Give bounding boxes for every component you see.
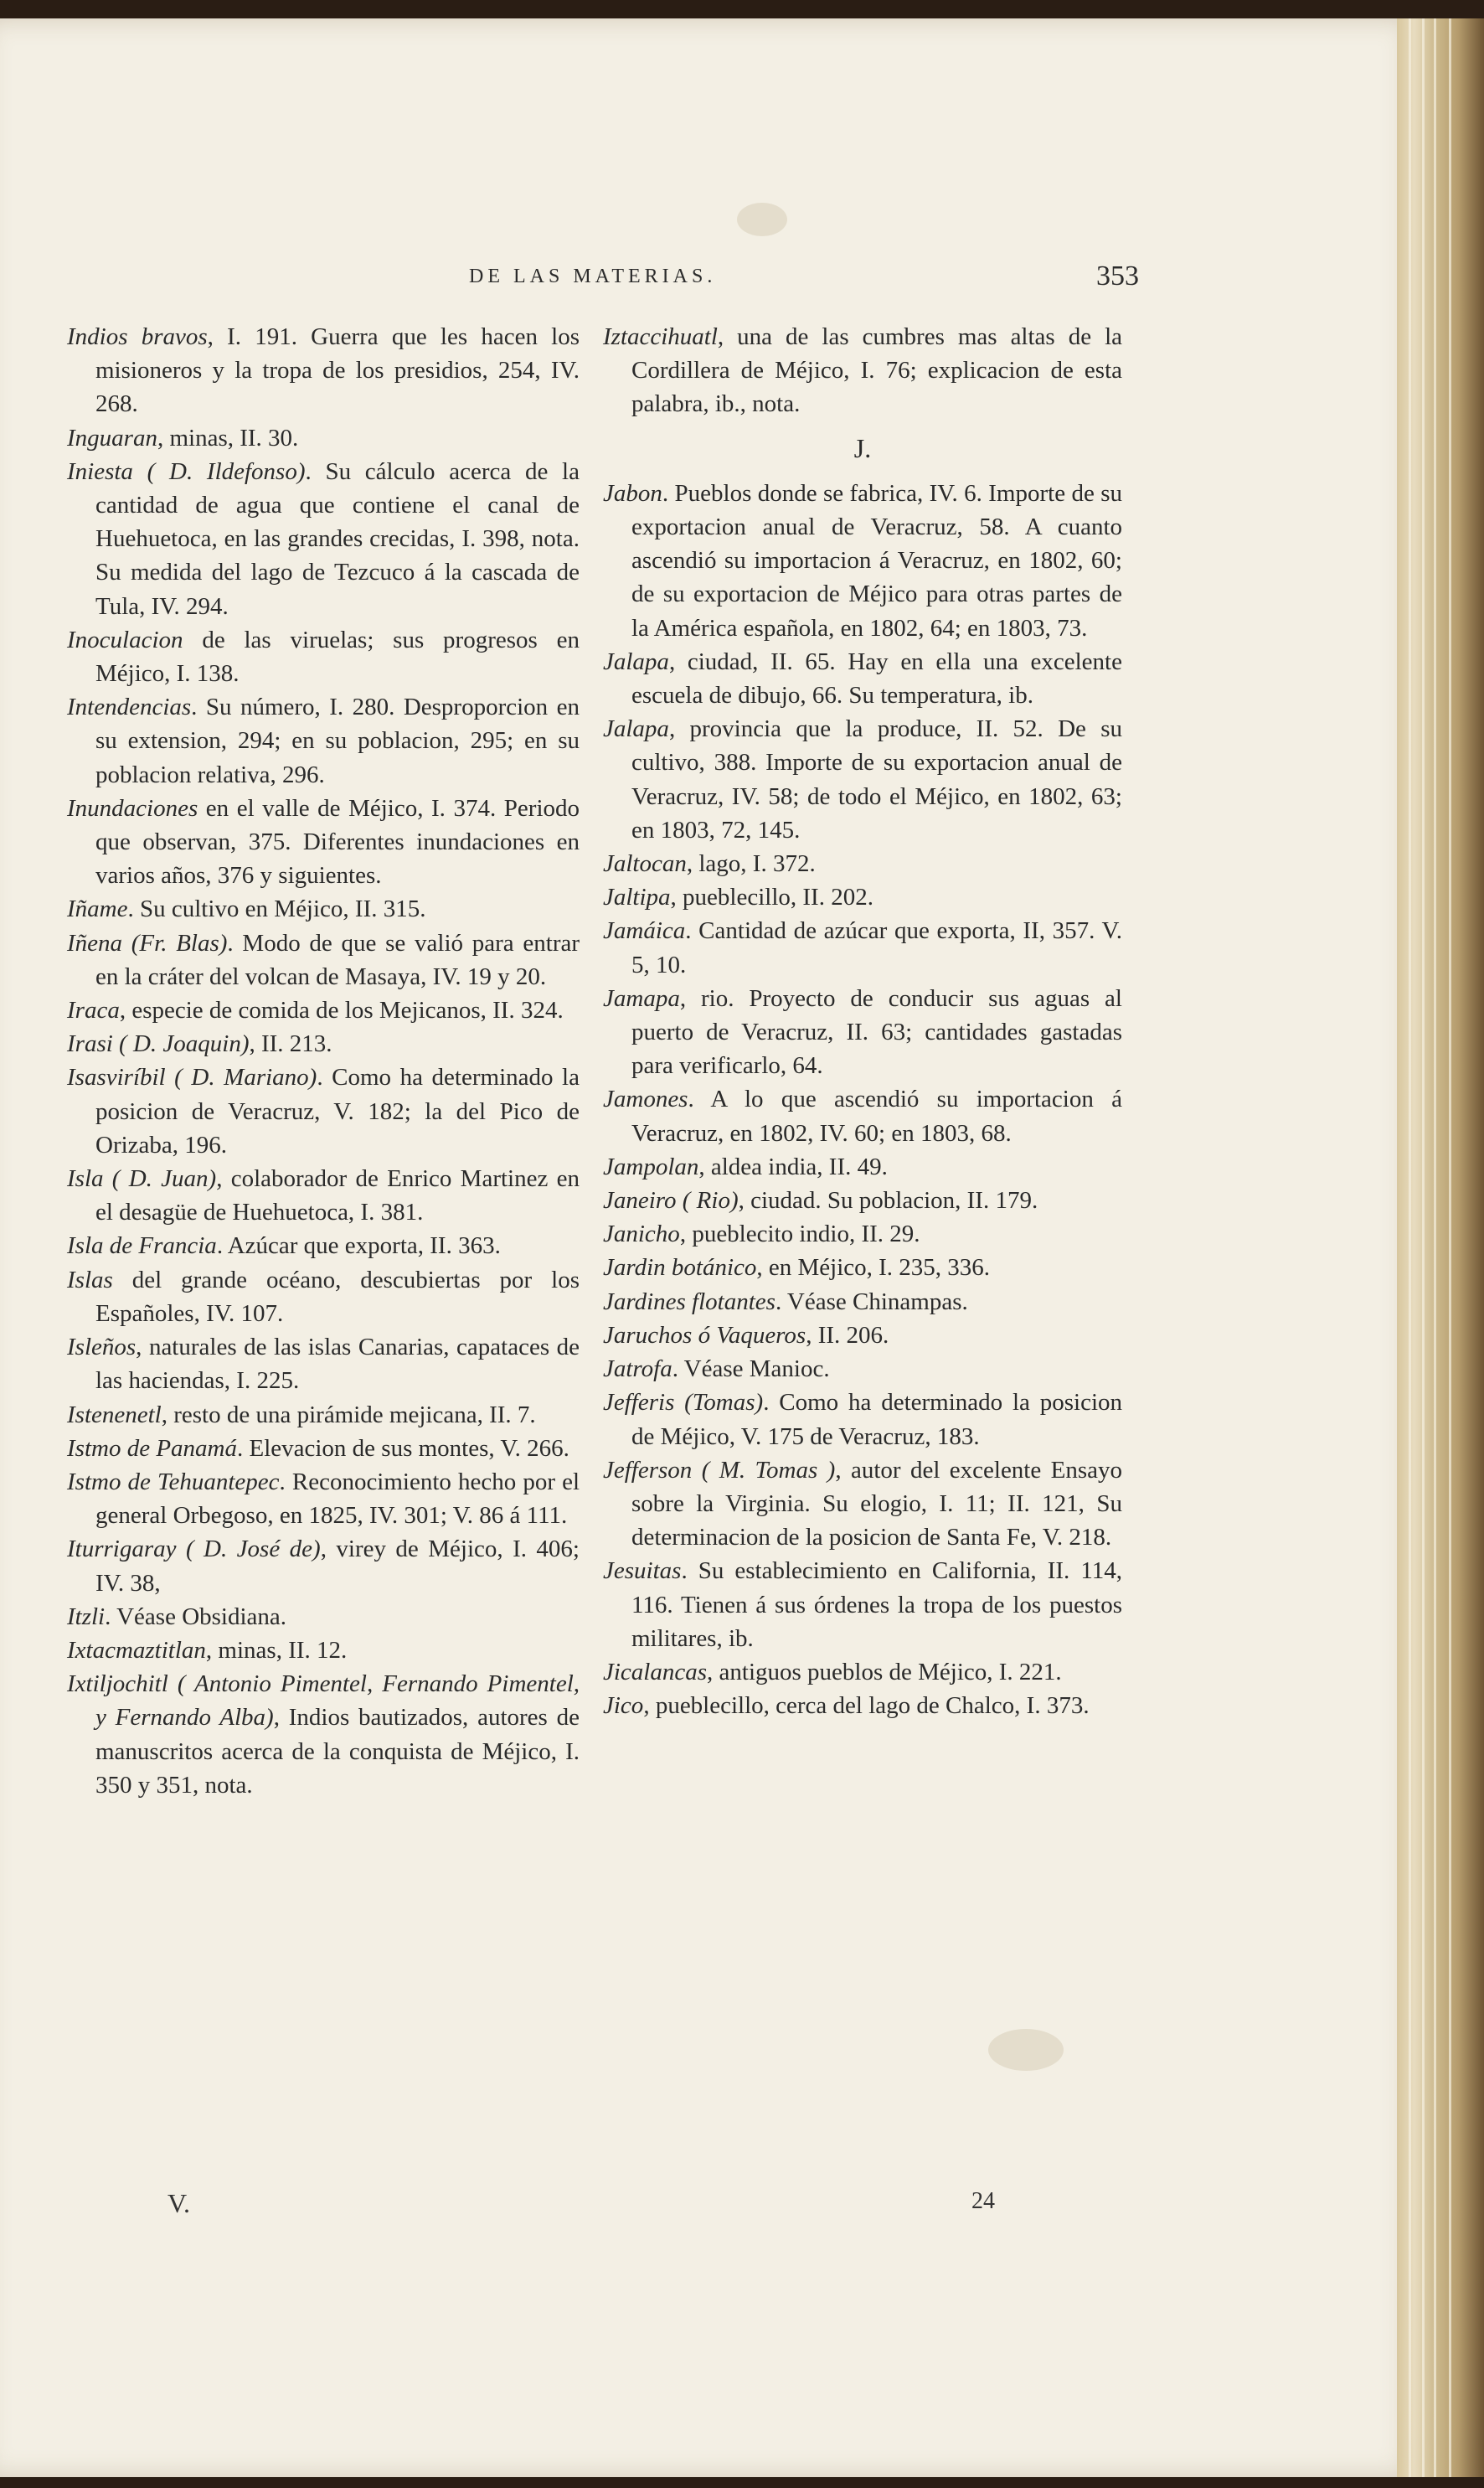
entry-heading: Jardines flotantes — [603, 1288, 775, 1315]
index-entry — [603, 712, 1122, 847]
index-entry — [603, 1319, 1122, 1352]
entry-text: . Véase Obsidiana. — [105, 1603, 287, 1630]
entry-text: , I. 191. Guerra que les hacen los misioneros y la tropa de los presidios, 254, IV. 268. — [95, 323, 580, 418]
entry-text: , en Méjico, I. 235, 336. — [756, 1254, 991, 1282]
index-entry — [67, 1667, 580, 1802]
index-entry — [67, 1634, 580, 1667]
index-entry — [603, 1453, 1122, 1555]
entry-text: , una de las cumbres mas altas de la Cordillera de Méjico, I. 76; explicacion de esta palabra, ib., nota. — [631, 323, 1122, 418]
entry-heading: Jardin botánico — [603, 1254, 757, 1282]
index-entry — [67, 421, 580, 455]
index-entry — [67, 927, 580, 994]
entry-text: . Modo de que se valió para entrar en la cráter del volcan de Masaya, IV. 19 y 20. — [95, 929, 580, 990]
entry-text: . A lo que ascendió su importacion á Veracruz, en 1802, IV. 60; en 1803, 68. — [631, 1086, 1122, 1147]
volume-mark: V. — [167, 2188, 190, 2218]
entry-heading: Jamapa — [603, 984, 680, 1012]
entry-heading: Jatrofa — [603, 1355, 672, 1383]
entry-text: . Reconocimiento hecho por el general Orbegoso, en 1825, IV. 301; V. 86 á 111. — [95, 1468, 580, 1530]
entry-text: . Pueblos donde se fabrica, IV. 6. Importe de su exportacion anual de Veracruz, 58. A cuanto ascendió su importacion á Veracruz, en 1802, 60; de su exportacion de Méjico para otras partes de la América española, en 1802, 64; en 1803, 73. — [631, 479, 1122, 642]
entry-heading: Iturrigaray ( D. José de) — [67, 1536, 321, 1563]
index-entry — [67, 320, 580, 421]
entry-heading: Iñena (Fr. Blas) — [67, 929, 228, 957]
entry-heading: Ixtiljochitl ( Antonio Pimentel, Fernando Pimentel, y Fernando Alba) — [67, 1670, 580, 1732]
index-entry — [603, 1285, 1122, 1319]
entry-heading: Inguaran — [67, 424, 157, 452]
entry-heading: Jaltipa — [603, 884, 671, 911]
index-entry — [603, 1217, 1122, 1251]
entry-text: , minas, II. 12. — [205, 1636, 348, 1664]
entry-heading: Jampolan — [603, 1153, 699, 1180]
index-entry — [603, 645, 1122, 712]
entry-heading: Jesuitas — [603, 1557, 682, 1585]
book-page — [0, 18, 1424, 2477]
index-entry — [603, 1689, 1122, 1722]
entry-text: , provincia que la produce, II. 52. De su cultivo, 388. Importe de su exportacion anual de Veracruz, IV. 58; de todo el Méjico, en 1802, 63; en 1803, 72, 145. — [631, 715, 1122, 844]
entry-heading: Iraca — [67, 997, 120, 1025]
entry-text: . Véase Manioc. — [672, 1355, 830, 1383]
index-entry — [603, 1352, 1122, 1386]
entry-heading: Jamáica — [603, 917, 686, 945]
entry-text: , pueblecito indio, II. 29. — [679, 1221, 920, 1248]
entry-text: , pueblecillo, cerca del lago de Chalco, I. 373. — [643, 1692, 1090, 1720]
entry-heading: Janicho — [603, 1221, 680, 1248]
entry-text: del grande océano, descubiertas por los Españoles, IV. 107. — [95, 1266, 580, 1327]
running-head-title: DE LAS MATERIAS. — [469, 266, 717, 287]
entry-heading: Isleños — [67, 1334, 137, 1361]
entry-heading: Irasi ( D. Joaquin) — [67, 1030, 250, 1058]
entry-heading: Jalapa — [603, 648, 669, 675]
entry-text: , ciudad. Su poblacion, II. 179. — [738, 1187, 1038, 1215]
entry-text: . Véase Chinampas. — [775, 1288, 968, 1315]
index-entry — [67, 1532, 580, 1599]
entry-text: , rio. Proyecto de conducir sus aguas al puerto de Veracruz, II. 63; cantidades gastadas para verificarlo, 64. — [631, 984, 1122, 1080]
index-entry — [67, 892, 580, 926]
entry-heading: Jamones — [603, 1086, 688, 1113]
index-entry — [603, 1386, 1122, 1453]
entry-heading: Istmo de Panamá — [67, 1434, 237, 1462]
entry-text: . Cantidad de azúcar que exporta, II, 357. V. 5, 10. — [631, 917, 1122, 978]
signature-mark: 24 — [971, 2188, 995, 2214]
entry-heading: Jalapa — [603, 715, 669, 743]
entry-text: , pueblecillo, II. 202. — [670, 884, 873, 911]
index-entry — [603, 847, 1122, 880]
entry-heading: Indios bravos — [67, 323, 208, 350]
index-entry — [67, 1398, 580, 1432]
index-entry — [67, 994, 580, 1027]
entry-text: . Su cálculo acerca de la cantidad de agua que contiene el canal de Huehuetoca, en las grandes crecidas, I. 398, nota. Su medida del lago de Tezcuco á la cascada de Tula, IV. 294. — [95, 457, 580, 620]
entry-text: . Como ha determinado la posicion de Méjico, V. 175 de Veracruz, 183. — [631, 1389, 1122, 1450]
entry-text: , ciudad, II. 65. Hay en ella una excelente escuela de dibujo, 66. Su temperatura, ib. — [631, 648, 1122, 710]
entry-text: , resto de una pirámide mejicana, II. 7. — [161, 1401, 536, 1428]
index-entry — [603, 982, 1122, 1083]
index-entry — [67, 1263, 580, 1330]
index-entry — [603, 914, 1122, 981]
index-entry — [67, 455, 580, 623]
index-column-right — [603, 320, 1122, 1722]
index-entry — [603, 1082, 1122, 1149]
index-entry — [67, 1162, 580, 1229]
entry-text: . Su establecimiento en California, II. 114, 116. Tienen á sus órdenes la tropa de los puestos militares, ib. — [631, 1557, 1122, 1652]
entry-heading: Inoculacion — [67, 626, 183, 653]
entry-text: en el valle de Méjico, I. 374. Periodo que observan, 375. Diferentes inundaciones en varios años, 376 y siguientes. — [95, 794, 580, 890]
entry-text: . Como ha determinado la posicion de Veracruz, V. 182; la del Pico de Orizaba, 196. — [95, 1064, 580, 1159]
entry-text: . Su cultivo en Méjico, II. 315. — [127, 896, 426, 923]
entry-text: , Indios bautizados, autores de manuscritos acerca de la conquista de Méjico, I. 350 y 351, nota. — [95, 1704, 580, 1799]
entry-text: , aldea india, II. 49. — [698, 1153, 888, 1180]
entry-heading: Intendencias — [67, 694, 192, 721]
entry-heading: Isla ( D. Juan) — [67, 1165, 217, 1193]
entry-heading: Istenenetl — [67, 1401, 162, 1428]
entry-heading: Jefferis (Tomas) — [603, 1389, 764, 1417]
entry-heading: Iztaccihuatl — [603, 323, 718, 350]
entry-heading: Jicalancas — [603, 1658, 708, 1685]
index-entry — [603, 1251, 1122, 1284]
entry-heading: Jaruchos ó Vaqueros — [603, 1321, 806, 1349]
entry-text: de las viruelas; sus progresos en Méjico, I. 138. — [95, 626, 580, 688]
entry-text: . Azúcar que exporta, II. 363. — [216, 1232, 501, 1260]
entry-text: , II. 206. — [806, 1321, 889, 1349]
index-entry — [67, 623, 580, 690]
entry-heading: Jico — [603, 1692, 644, 1720]
letter-heading: J. — [853, 432, 872, 463]
entry-text: , II. 213. — [249, 1030, 332, 1058]
paper-stain — [737, 203, 787, 236]
page-edge — [1397, 18, 1484, 2477]
index-entry — [67, 1330, 580, 1397]
entry-text: . Elevacion de sus montes, V. 266. — [236, 1434, 569, 1462]
page-number: 353 — [1096, 261, 1139, 292]
entry-heading: Isla de Francia — [67, 1232, 217, 1260]
index-entry — [603, 1150, 1122, 1184]
index-entry — [67, 792, 580, 893]
index-entry — [67, 1061, 580, 1162]
entry-text: . Su número, I. 280. Desproporcion en su extension, 294; en su poblacion, 295; en su poblacion relativa, 296. — [95, 694, 580, 788]
entry-text: , naturales de las islas Canarias, capataces de las haciendas, I. 225. — [95, 1334, 580, 1395]
index-entry — [67, 1600, 580, 1634]
entry-text: , minas, II. 30. — [157, 424, 299, 452]
index-entry — [603, 477, 1122, 645]
index-entry — [67, 1465, 580, 1532]
index-entry — [603, 880, 1122, 914]
entry-heading: Ixtacmaztitlan — [67, 1636, 206, 1664]
entry-text: , virey de Méjico, I. 406; IV. 38, — [95, 1536, 580, 1597]
index-entry — [603, 1184, 1122, 1217]
index-entry — [603, 320, 1122, 421]
entry-heading: Jefferson ( M. Tomas ) — [603, 1456, 836, 1484]
entry-text: , autor del excelente Ensayo sobre la Virginia. Su elogio, I. 11; II. 121, Su determinacion de la posicion de Santa Fe, V. 218. — [631, 1456, 1123, 1551]
entry-text: , especie de comida de los Mejicanos, II. 324. — [119, 997, 564, 1025]
index-entry — [603, 1655, 1122, 1689]
entry-text: , colaborador de Enrico Martinez en el desagüe de Huehuetoca, I. 381. — [95, 1165, 580, 1226]
entry-heading: Inundaciones — [67, 794, 198, 822]
entry-heading: Iñame — [67, 896, 128, 923]
entry-heading: Janeiro ( Rio) — [603, 1187, 739, 1215]
index-column-left — [67, 320, 580, 1802]
entry-heading: Jabon — [603, 479, 662, 507]
entry-text: , antiguos pueblos de Méjico, I. 221. — [707, 1658, 1062, 1685]
entry-heading: Isasviríbil ( D. Mariano) — [67, 1064, 317, 1092]
entry-heading: Itzli — [67, 1603, 106, 1630]
index-entry — [67, 1432, 580, 1465]
entry-heading: Jaltocan — [603, 850, 687, 878]
index-entry — [67, 1027, 580, 1061]
entry-heading: Islas — [67, 1266, 113, 1293]
entry-text: , lago, I. 372. — [686, 850, 816, 878]
index-entry — [603, 1554, 1122, 1655]
index-entry — [67, 1229, 580, 1262]
index-entry — [67, 690, 580, 792]
entry-heading: Istmo de Tehuantepec — [67, 1468, 280, 1495]
entry-heading: Iniesta ( D. Ildefonso) — [67, 457, 306, 485]
paper-stain — [988, 2029, 1064, 2071]
